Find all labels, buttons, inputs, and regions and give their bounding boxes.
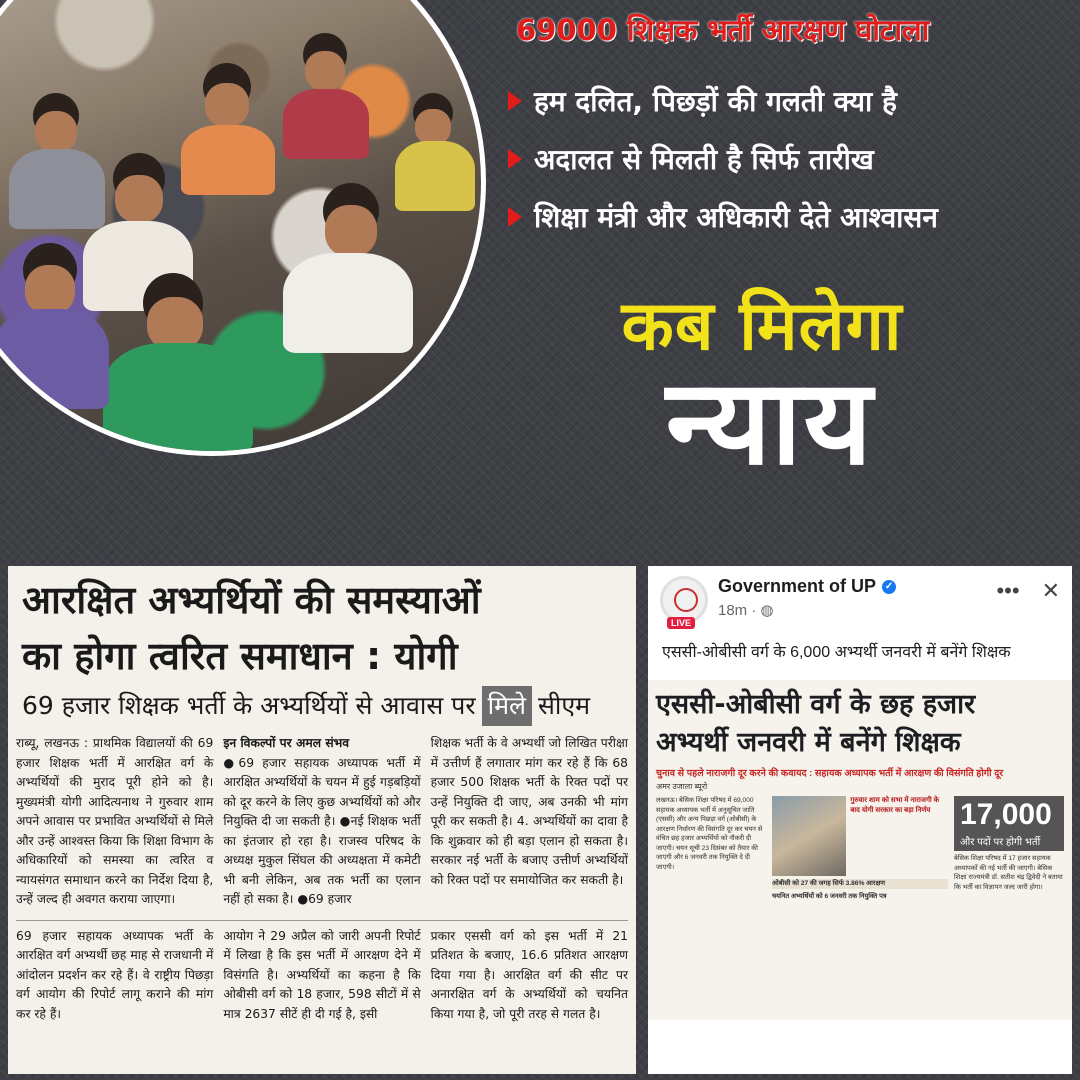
clipping-subhead — [22, 686, 628, 726]
crowd-person-shirt — [395, 141, 475, 211]
crowd-person-shirt — [283, 253, 413, 353]
campaign-title: 69000 शिक्षक भर्ती आरक्षण घोटाला — [516, 13, 930, 47]
bottom-column-1: 69 हजार सहायक अध्यापक भर्ती के आरक्षित वर्ग अभ्यर्थी छह माह से राजधानी में आंदोलन प्रदर्शन कर रहे हैं। वे राष्ट्रीय पिछड़ा वर्ग आयोग की रिपोर्ट लागू कराने की मांग कर रहे हैं। — [16, 928, 214, 1021]
news-body — [656, 796, 1064, 901]
bottom-column-3: प्रकार एससी वर्ग को इस भर्ती में 21 प्रतिशत के बजाए, 16.6 प्रतिशत आरक्षण दिया गया है। आरक्षित वर्ग की सीट पर अनारक्षित वर्ग के अभ्यर्थियों को चयनित किया गया है, जो पूरी तरह से गलत है। — [430, 928, 628, 1021]
bullet-text: अदालत से मिलती है सिर्फ तारीख — [534, 143, 874, 176]
news-body-right-text: बेसिक शिक्षा परिषद में 17 हजार सहायक अध्यापकों की नई भर्ती की जाएगी। बेसिक शिक्षा राज्यमंत्री डॉ. सतीश चंद्र द्विवेदी ने बताया कि भर्ती का विज्ञापन जल्द जारी होगा। — [954, 855, 1063, 891]
post-time[interactable]: 18m · — [718, 602, 761, 619]
bullet-item — [508, 72, 938, 130]
crowd-person-face — [415, 109, 451, 145]
news-headline-2: अभ्यर्थी जनवरी में बनेंगे शिक्षक — [656, 727, 961, 758]
post-text: एससी-ओबीसी वर्ग के 6,000 अभ्यर्थी जनवरी में बनेंगे शिक्षक — [662, 644, 1011, 661]
clipping-headline-2: का होगा त्वरित समाधान : योगी — [22, 634, 458, 678]
crowd-person-face — [305, 51, 345, 91]
bullet-text: शिक्षा मंत्री और अधिकारी देते आश्वासन — [534, 201, 938, 234]
news-sub-caption: चयनित अभ्यर्थियों को 6 जनवरी तक नियुक्ति पत्र — [772, 892, 887, 900]
news-red-note: गुरुवार शाम को सभा में नाराजगी के बाद योगी सरकार का बड़ा निर्णय — [850, 797, 940, 814]
bullet-arrow-icon — [508, 207, 522, 227]
news-body-right — [954, 796, 1064, 901]
bullet-text: हम दलित, पिछड़ों की गलती क्या है — [534, 85, 897, 118]
news-body-middle — [772, 796, 948, 901]
news-photo-row — [772, 796, 948, 876]
slogan-line-2: न्याय — [665, 353, 875, 491]
news-big-number-sub: और पदों पर होगी भर्ती — [954, 834, 1064, 851]
clipping-columns — [16, 734, 628, 910]
column-1: राब्यू, लखनऊ : प्राथमिक विद्यालयों की 69 हजार शिक्षक भर्ती में आरक्षित वर्ग के अभ्यर्थियों की मुराद पूरी होने को है। मुख्यमंत्री योगी आदित्यनाथ ने गुरुवार शाम अपने आवास पर प्रभावित अभ्यर्थियों से मिले और उन्हें आश्वस्त किया कि शिक्षा विभाग के अधिकारियों को समस्या का त्वरित व न्यायसंगत समाधान करने का निर्देश दिया है, उन्हें जल्द ही अवगत कराया जाएगा। — [16, 736, 214, 906]
bullet-list — [508, 72, 938, 246]
slogan-line-1: कब मिलेगा — [621, 287, 903, 366]
verified-badge-icon: ✓ — [882, 580, 896, 594]
post-meta — [718, 576, 996, 619]
live-badge: LIVE — [667, 617, 695, 629]
globe-icon: ◍ — [760, 602, 774, 619]
news-caption: ओबीसी को 27 की जगह सिर्फ 3.86% आरक्षण — [772, 879, 948, 889]
page-name[interactable]: Government of UP — [718, 576, 877, 596]
clipping-bottom-columns — [16, 920, 628, 1025]
crowd-person-shirt — [181, 125, 275, 195]
social-post — [648, 566, 1072, 1074]
bullet-item — [508, 188, 938, 246]
bullet-item — [508, 130, 938, 188]
crowd-person-shirt — [103, 343, 253, 453]
column-subheading: इन विकल्पों पर अमल संभव — [223, 736, 350, 750]
bullet-arrow-icon — [508, 149, 522, 169]
crowd-person-shirt — [9, 149, 105, 229]
page-avatar[interactable] — [660, 576, 708, 628]
post-actions — [996, 578, 1060, 604]
post-news-image[interactable] — [648, 680, 1072, 1020]
crowd-person-face — [35, 111, 77, 153]
bullet-arrow-icon — [508, 91, 522, 111]
column-3: शिक्षक भर्ती के वे अभ्यर्थी जो लिखित परीक्षा में उत्तीर्ण हैं लगातार मांग कर रहे हैं कि 68 हजार 500 शिक्षक भर्ती के रिक्त पदों पर उन्हें नियुक्ति दी जाए, अब उनकी भी मांग पूरी कर सकती है। 4. अभ्यर्थियों का दावा है कि शुक्रवार को ही बड़ा एलान हो सकता है। सरकार नई भर्ती के बजाए उत्तीर्ण अभ्यर्थियों को रिक्त पदों पर समायोजित कर सकती है। — [430, 736, 628, 887]
news-byline: अमर उजाला ब्यूरो — [656, 782, 708, 791]
column-2-text: ●69 हजार सहायक अध्यापक भर्ती में आरक्षित अभ्यर्थियों के चयन में हुई गड़बड़ियों को दूर करने के लिए कुछ अभ्यर्थियों को और नियुक्ति दी जा सकती है। ●नई शिक्षक भर्ती का इंतजार हो रहा है। राजस्व परिषद के अध्यक्ष मुकुल सिंघल की अध्यक्षता में कमेटी भी बनी लेकिन, अब तक भर्ती का एलान नहीं हो सका है। ●69 हजार — [223, 755, 421, 906]
subhead-text-end: सीएम — [537, 691, 591, 720]
subhead-text: 69 हजार शिक्षक भर्ती के अभ्यर्थियों से आवास पर — [22, 691, 476, 720]
crowd-person-face — [115, 175, 163, 223]
crowd-person-shirt — [0, 309, 109, 409]
news-strap: चुनाव से पहले नाराजगी दूर करने की कवायद : सहायक अध्यापक भर्ती में आरक्षण की विसंगति होगी दूर — [656, 768, 1004, 779]
bottom-column-2: आयोग ने 29 अप्रैल को जारी अपनी रिपोर्ट में लिखा है कि इस भर्ती में आरक्षण देने में विसंगति है। अभ्यर्थियों का कहना है कि ओबीसी वर्ग को 18 हजार, 598 सीटों में से मात्र 2637 सीटें ही दी गई है, इसी — [223, 928, 421, 1021]
crowd-person-face — [325, 205, 377, 257]
news-body-left: लखनऊ। बेसिक शिक्षा परिषद में 69,000 सहायक अध्यापक भर्ती में अनुसूचित जाति (एससी) और अन्य पिछड़ा वर्ग (ओबीसी) के आरक्षण निर्धारण की विसंगति दूर कर चयन से वंचित छह हजार अभ्यर्थियों को नौकरी दी जाएगी। चयन सूची 23 दिसंबर को तैयार की जाएगी और 6 जनवरी तक नियुक्ति दे दी जाएगी। — [656, 797, 763, 871]
clipping-headline-1: आरक्षित अभ्यर्थियों की समस्याओं — [22, 578, 481, 622]
post-time-row — [718, 601, 996, 619]
news-headline-1: एससी-ओबीसी वर्ग के छह हजार — [656, 689, 976, 720]
emblem-icon — [674, 588, 698, 612]
crowd-person-face — [205, 83, 249, 127]
crowd-person-face — [25, 265, 75, 315]
subhead-highlight: मिले — [482, 686, 532, 726]
news-photo — [772, 796, 846, 876]
news-big-number: 17,000 — [954, 796, 1064, 834]
column-2 — [223, 734, 420, 910]
newspaper-clipping — [8, 566, 636, 1074]
protest-crowd-photo — [0, 0, 486, 456]
page-name-row — [718, 576, 996, 597]
crowd-person-shirt — [283, 89, 369, 159]
more-options-icon[interactable]: ••• — [996, 578, 1020, 603]
close-icon[interactable]: ✕ — [1041, 578, 1060, 603]
post-header — [648, 566, 1072, 628]
